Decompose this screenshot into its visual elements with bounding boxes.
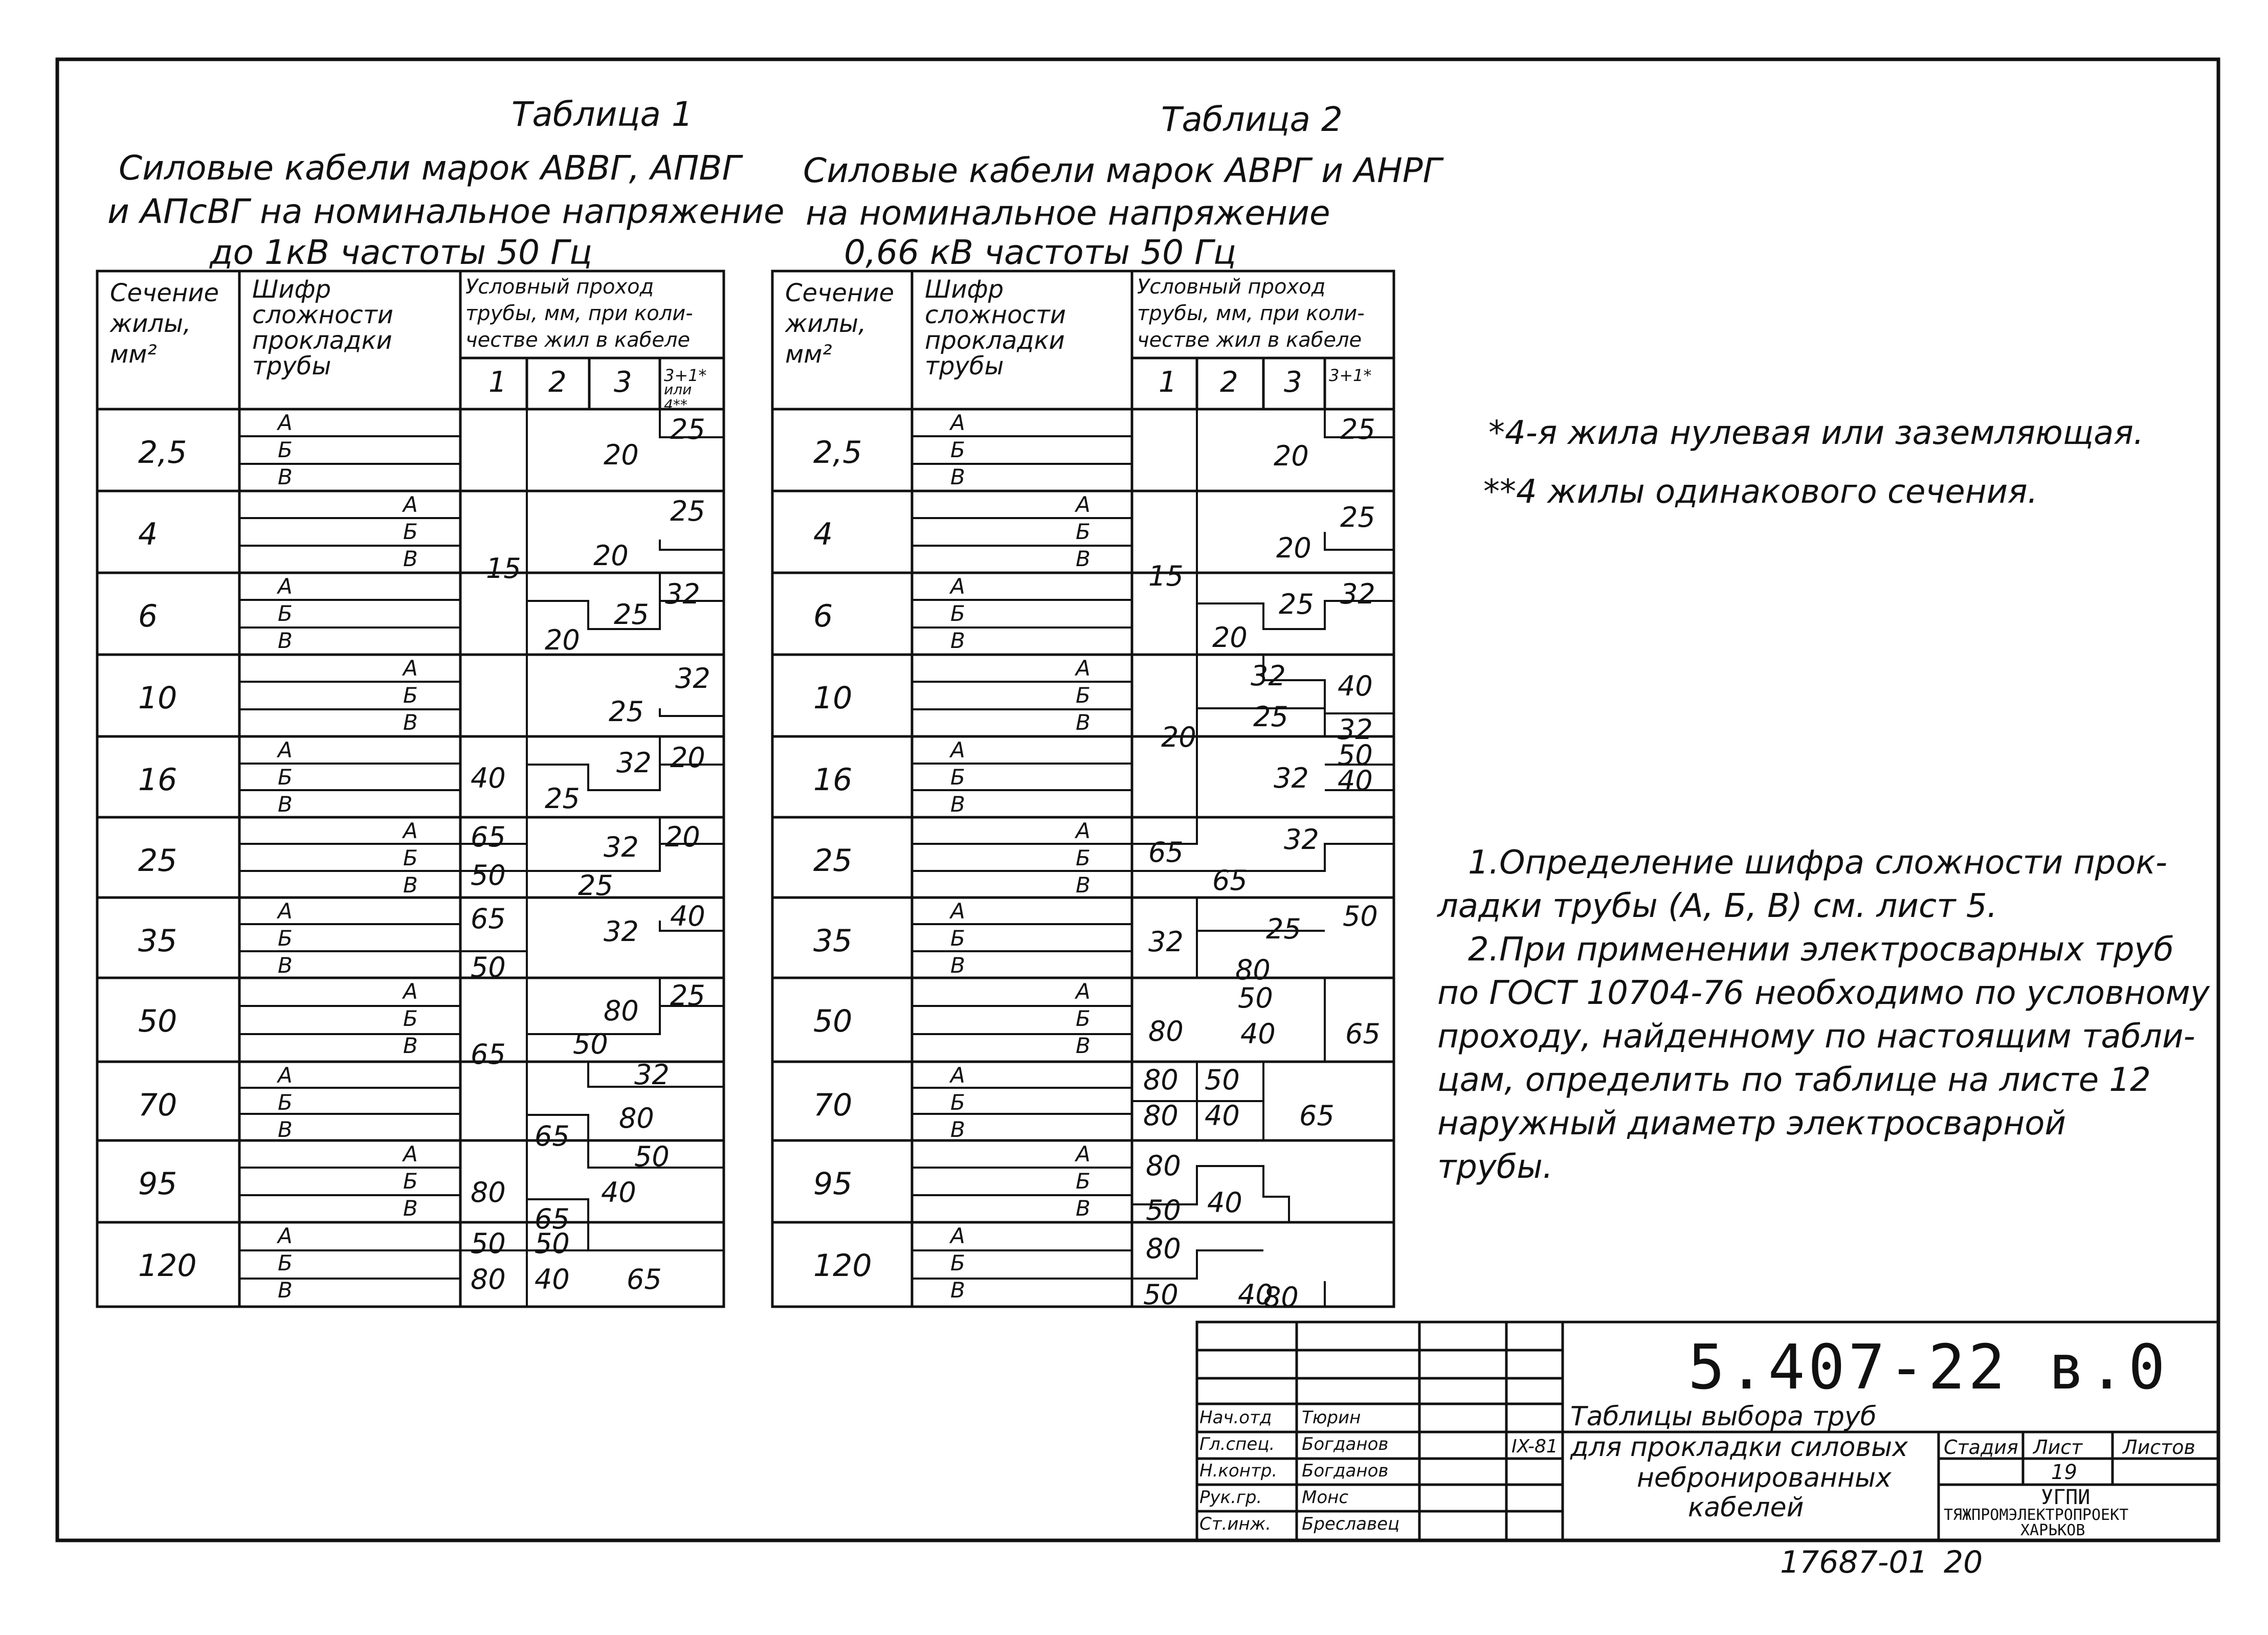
- section-value: 50: [813, 1003, 853, 1039]
- stamp-role: Ст.инж.: [1199, 1514, 1272, 1534]
- code-letter: Б: [950, 1090, 965, 1115]
- passage-value: 50: [1146, 1194, 1181, 1226]
- passage-value: 25: [670, 413, 705, 445]
- code-letter: В: [403, 710, 418, 735]
- passage-value: 50: [1205, 1064, 1240, 1096]
- passage-value: 40: [1238, 1279, 1273, 1311]
- code-head-1: сложности: [252, 301, 393, 329]
- passage-head-1: трубы, мм, при коли-: [465, 302, 693, 325]
- footnote-2: **4 жилы одинакового сечения.: [1483, 473, 2038, 511]
- code-head-1: сложности: [925, 301, 1066, 329]
- code-letter: Б: [950, 1250, 965, 1275]
- cores-head-2: 3: [614, 366, 632, 399]
- passage-value: 80: [1146, 1233, 1181, 1265]
- passage-value: 50: [1338, 739, 1373, 771]
- passage-value: 32: [665, 578, 700, 610]
- passage-value: 40: [471, 762, 506, 794]
- section-value: 10: [813, 680, 853, 716]
- passage-value: 20: [1276, 532, 1311, 564]
- passage-value: 65: [1299, 1100, 1335, 1132]
- table1-caption-line3: до 1кВ частоты 50 Гц: [210, 233, 592, 272]
- passage-value: 50: [634, 1140, 670, 1173]
- code-head-2: прокладки: [252, 326, 392, 355]
- code-letter: Б: [403, 1169, 418, 1194]
- code-letter: Б: [278, 437, 293, 462]
- code-letter: В: [403, 546, 418, 571]
- code-letter: А: [950, 1063, 965, 1088]
- code-letter: Б: [1076, 1006, 1091, 1031]
- passage-value: 40: [670, 900, 705, 932]
- passage-value: 40: [1338, 670, 1373, 702]
- code-letter: А: [278, 737, 293, 763]
- section-head-2: мм²: [785, 340, 832, 369]
- passage-value: 32: [604, 915, 639, 948]
- section-value: 70: [138, 1087, 177, 1123]
- section-head-1: жилы,: [785, 309, 866, 338]
- code-letter: Б: [278, 926, 293, 951]
- stamp-org-line3: ХАРЬКОВ: [2020, 1521, 2085, 1539]
- code-letter: В: [403, 1033, 418, 1058]
- stamp-title-line4: кабелей: [1688, 1492, 1804, 1523]
- passage-value: 20: [1274, 440, 1309, 472]
- section-value: 6: [813, 598, 833, 634]
- code-letter: В: [950, 464, 965, 489]
- passage-value: 25: [670, 979, 705, 1012]
- footnote-1: *4-я жила нулевая или заземляющая.: [1488, 414, 2144, 452]
- section-value: 4: [813, 517, 833, 552]
- code-letter: Б: [278, 1090, 293, 1115]
- passage-value: 25: [578, 869, 613, 902]
- section-value: 70: [813, 1087, 853, 1123]
- code-letter: А: [403, 492, 418, 517]
- passage-value: 50: [1143, 1279, 1179, 1311]
- stamp-name: Монс: [1302, 1487, 1349, 1508]
- stamp-name: Бреславец: [1302, 1514, 1400, 1534]
- stamp-sheets-label: Листов: [2123, 1436, 2195, 1459]
- passage-value: 25: [1340, 501, 1375, 533]
- code-letter: А: [278, 574, 293, 599]
- passage-value: 20: [604, 439, 639, 471]
- note-line-3: 2.При применении электросварных труб: [1468, 931, 2174, 969]
- passage-value: 80: [1263, 1281, 1299, 1313]
- code-head-3: трубы: [925, 352, 1004, 380]
- section-value: 120: [813, 1248, 872, 1284]
- cores-head-4: или: [664, 381, 692, 398]
- stamp-role: Рук.гр.: [1199, 1487, 1262, 1508]
- code-letter: А: [1076, 818, 1091, 843]
- passage-value: 32: [675, 662, 710, 695]
- passage-value: 25: [609, 696, 644, 728]
- passage-value: 32: [1340, 578, 1375, 610]
- cores-head-2: 3: [1284, 366, 1302, 399]
- passage-head-0: Условный проход: [465, 275, 654, 299]
- code-letter: А: [403, 1141, 418, 1167]
- section-head-1: жилы,: [110, 309, 191, 338]
- code-letter: Б: [403, 519, 418, 544]
- code-letter: А: [1076, 492, 1091, 517]
- code-letter: В: [278, 464, 293, 489]
- passage-value: 40: [1205, 1100, 1240, 1132]
- passage-value: 65: [471, 903, 506, 935]
- passage-value: 25: [1253, 701, 1288, 733]
- code-letter: В: [1076, 546, 1091, 571]
- passage-value: 40: [1338, 765, 1373, 797]
- code-letter: А: [403, 656, 418, 681]
- code-letter: А: [403, 818, 418, 843]
- stamp-role: Нач.отд: [1199, 1407, 1272, 1428]
- code-letter: Б: [1076, 683, 1091, 708]
- stamp-title-line1: Таблицы выбора труб: [1570, 1401, 1877, 1432]
- passage-value: 32: [1251, 660, 1286, 692]
- note-line-6: цам, определить по таблице на листе 12: [1437, 1061, 2151, 1099]
- passage-value: 20: [545, 624, 580, 656]
- passage-value: 80: [1146, 1150, 1181, 1182]
- note-line-8: трубы.: [1437, 1148, 1553, 1186]
- code-letter: А: [950, 899, 965, 924]
- code-letter: В: [950, 953, 965, 978]
- cores-head-1: 2: [548, 366, 567, 399]
- passage-value: 80: [1235, 954, 1271, 986]
- passage-value: 50: [535, 1227, 570, 1260]
- passage-value: 50: [1238, 982, 1273, 1014]
- code-letter: В: [403, 1196, 418, 1221]
- cores-head-5: 4**: [664, 396, 687, 413]
- table2-number: Таблица 2: [1161, 100, 1343, 139]
- passage-value: 80: [1143, 1064, 1179, 1096]
- passage-value: 40: [535, 1263, 570, 1295]
- code-letter: Б: [403, 683, 418, 708]
- code-letter: В: [950, 628, 965, 653]
- code-letter: В: [1076, 1196, 1091, 1221]
- code-letter: Б: [950, 926, 965, 951]
- stamp-org-line2: ТЯЖПРОМЭЛЕКТРОПРОЕКТ: [1944, 1506, 2129, 1524]
- passage-value: 80: [471, 1263, 506, 1295]
- section-value: 10: [138, 680, 177, 716]
- code-head-0: Шифр: [252, 275, 331, 304]
- passage-value: 32: [604, 831, 639, 863]
- passage-value: 20: [670, 742, 705, 774]
- section-value: 120: [138, 1248, 197, 1284]
- passage-head-2: честве жил в кабеле: [1137, 328, 1362, 352]
- section-value: 95: [138, 1166, 177, 1202]
- cores-head-1: 2: [1220, 366, 1238, 399]
- section-head-2: мм²: [110, 340, 157, 369]
- section-value: 95: [813, 1166, 853, 1202]
- passage-value: 65: [1345, 1018, 1381, 1050]
- code-letter: Б: [950, 437, 965, 462]
- note-line-1: 1.Определение шифра сложности прок-: [1468, 844, 2168, 882]
- code-letter: Б: [278, 765, 293, 790]
- passage-value: 20: [1161, 721, 1196, 753]
- cores-head-0: 1: [488, 366, 507, 399]
- table2-caption-line1: Силовые кабели марок АВРГ и АНРГ: [803, 151, 1442, 190]
- code-letter: В: [278, 953, 293, 978]
- code-letter: В: [1076, 872, 1091, 898]
- code-letter: Б: [278, 1250, 293, 1275]
- passage-value: 50: [573, 1028, 608, 1060]
- code-letter: А: [950, 574, 965, 599]
- passage-head-2: честве жил в кабеле: [465, 328, 691, 352]
- code-letter: А: [950, 737, 965, 763]
- page-number: 20: [1944, 1544, 1983, 1580]
- code-head-0: Шифр: [925, 275, 1004, 304]
- code-letter: А: [278, 1223, 293, 1248]
- passage-value: 25: [1340, 413, 1375, 445]
- code-letter: Б: [950, 601, 965, 626]
- table2-caption-line3: 0,66 кВ частоты 50 Гц: [844, 233, 1236, 272]
- stamp-date: IX-81: [1511, 1436, 1558, 1457]
- table1-caption-line2: и АПсВГ на номинальное напряжение: [107, 192, 785, 231]
- table2-caption-line2: на номинальное напряжение: [806, 193, 1330, 233]
- section-value: 16: [813, 762, 853, 798]
- code-letter: Б: [1076, 845, 1091, 870]
- passage-value: 15: [1148, 560, 1184, 592]
- table1-caption-line1: Силовые кабели марок АВВГ, АПВГ: [119, 148, 741, 188]
- code-letter: А: [278, 899, 293, 924]
- stamp-org-line1: УГПИ: [2041, 1486, 2091, 1509]
- archive-number: 17687-01: [1780, 1544, 1928, 1580]
- stamp-stage-label: Стадия: [1944, 1436, 2018, 1459]
- passage-value: 25: [1279, 588, 1314, 620]
- code-letter: А: [1076, 1141, 1091, 1167]
- passage-value: 32: [1274, 762, 1309, 794]
- passage-value: 50: [471, 951, 506, 983]
- passage-value: 32: [1284, 823, 1319, 856]
- code-letter: Б: [403, 1006, 418, 1031]
- passage-value: 32: [634, 1059, 670, 1091]
- cores-head-0: 1: [1159, 366, 1177, 399]
- stamp-title-line2: для прокладки силовых: [1570, 1432, 1908, 1463]
- section-value: 2,5: [813, 435, 862, 471]
- passage-value: 20: [1212, 621, 1248, 654]
- code-letter: В: [950, 792, 965, 817]
- code-letter: В: [403, 872, 418, 898]
- stamp-sheet-label: Лист: [2033, 1436, 2083, 1459]
- passage-value: 40: [1240, 1018, 1276, 1050]
- stamp-sheet-number: 19: [2051, 1461, 2077, 1484]
- code-letter: А: [950, 410, 965, 435]
- passage-value: 80: [471, 1176, 506, 1208]
- passage-value: 80: [1143, 1100, 1179, 1132]
- passage-value: 50: [471, 859, 506, 891]
- stamp-title-line3: небронированных: [1637, 1463, 1892, 1493]
- passage-value: 80: [604, 995, 639, 1027]
- code-letter: В: [278, 792, 293, 817]
- note-line-2: ладки трубы (А, Б, В) см. лист 5.: [1437, 887, 1997, 925]
- code-letter: А: [1076, 656, 1091, 681]
- code-letter: Б: [1076, 519, 1091, 544]
- code-letter: А: [403, 979, 418, 1004]
- passage-value: 80: [619, 1102, 654, 1134]
- passage-value: 20: [593, 540, 629, 572]
- note-line-4: по ГОСТ 10704-76 необходимо по условному: [1437, 974, 2210, 1012]
- code-letter: В: [950, 1117, 965, 1142]
- passage-value: 65: [1148, 836, 1184, 868]
- code-letter: В: [1076, 710, 1091, 735]
- code-letter: В: [278, 1117, 293, 1142]
- passage-value: 32: [616, 747, 652, 779]
- passage-value: 65: [1212, 864, 1248, 897]
- passage-value: 15: [486, 552, 521, 585]
- stamp-role: Н.контр.: [1199, 1461, 1278, 1481]
- stamp-name: Богданов: [1302, 1461, 1389, 1481]
- passage-value: 20: [665, 821, 700, 853]
- passage-value: 65: [535, 1203, 570, 1235]
- section-value: 25: [813, 843, 853, 879]
- section-value: 4: [138, 517, 158, 552]
- passage-value: 65: [471, 1038, 506, 1070]
- code-letter: А: [278, 410, 293, 435]
- code-head-2: прокладки: [925, 326, 1065, 355]
- passage-value: 80: [1148, 1015, 1184, 1047]
- passage-value: 25: [545, 782, 580, 815]
- passage-value: 40: [601, 1176, 636, 1208]
- passage-value: 65: [627, 1263, 662, 1295]
- code-letter: В: [1076, 1033, 1091, 1058]
- code-letter: Б: [950, 765, 965, 790]
- code-letter: В: [278, 628, 293, 653]
- code-letter: Б: [1076, 1169, 1091, 1194]
- passage-value: 25: [670, 495, 705, 527]
- stamp-name: Тюрин: [1302, 1407, 1361, 1428]
- section-head-0: Сечение: [110, 279, 219, 307]
- code-letter: В: [278, 1278, 293, 1303]
- passage-head-0: Условный проход: [1137, 275, 1326, 299]
- passage-value: 50: [471, 1227, 506, 1260]
- passage-value: 65: [535, 1120, 570, 1152]
- passage-value: 25: [614, 598, 649, 631]
- code-letter: А: [1076, 979, 1091, 1004]
- passage-value: 40: [1207, 1186, 1242, 1219]
- cores-head-3: 3+1*: [1329, 366, 1372, 385]
- table1-number: Таблица 1: [512, 95, 693, 134]
- section-value: 35: [813, 923, 853, 959]
- code-letter: А: [278, 1063, 293, 1088]
- passage-head-1: трубы, мм, при коли-: [1137, 302, 1365, 325]
- section-value: 2,5: [138, 435, 187, 471]
- passage-value: 25: [1266, 913, 1301, 945]
- code-letter: Б: [278, 601, 293, 626]
- drawing-code: 5.407-22 в.0: [1688, 1332, 2168, 1403]
- passage-value: 32: [1148, 926, 1184, 958]
- code-letter: Б: [403, 845, 418, 870]
- stamp-name: Богданов: [1302, 1434, 1389, 1454]
- section-value: 16: [138, 762, 177, 798]
- section-value: 50: [138, 1003, 177, 1039]
- note-line-5: проходу, найденному по настоящим табли-: [1437, 1018, 2195, 1056]
- note-line-7: наружный диаметр электросварной: [1437, 1105, 2066, 1143]
- code-letter: А: [950, 1223, 965, 1248]
- passage-value: 65: [471, 821, 506, 853]
- section-value: 25: [138, 843, 177, 879]
- cores-head-3: 3+1*: [664, 366, 707, 385]
- section-head-0: Сечение: [785, 279, 895, 307]
- code-letter: В: [950, 1278, 965, 1303]
- passage-value: 50: [1343, 900, 1378, 932]
- section-value: 6: [138, 598, 158, 634]
- stamp-role: Гл.спец.: [1199, 1434, 1275, 1454]
- section-value: 35: [138, 923, 177, 959]
- code-head-3: трубы: [252, 352, 331, 380]
- passage-value: 32: [1338, 713, 1373, 746]
